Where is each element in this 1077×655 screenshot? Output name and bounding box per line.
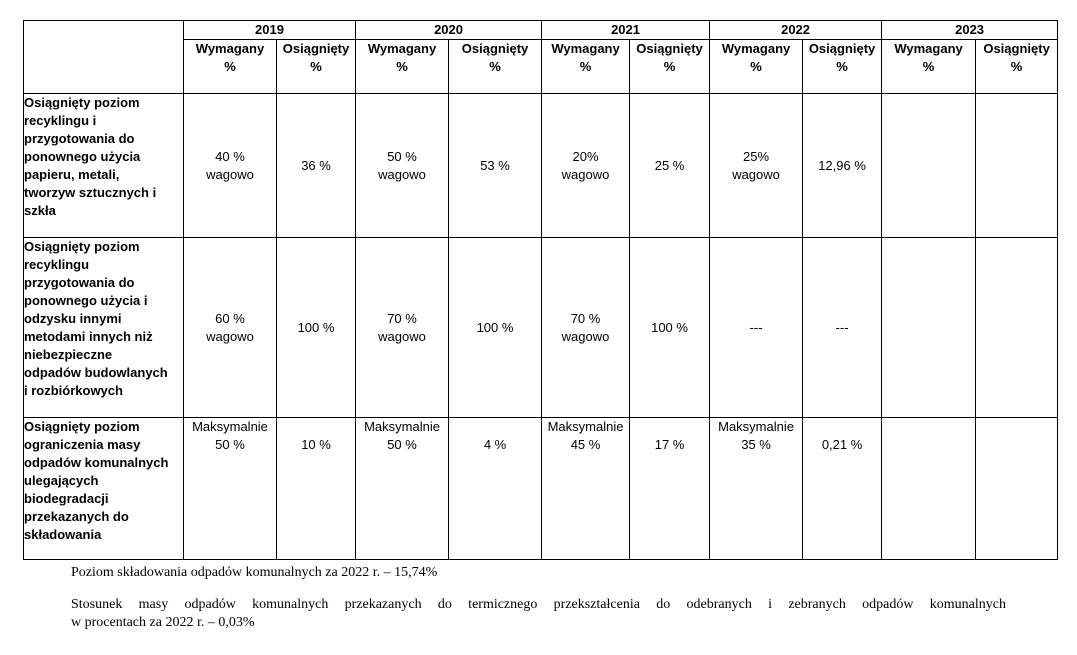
- row-label: [24, 238, 184, 418]
- row-label-line: ograniczenia masy: [24, 437, 141, 452]
- required-value: 20%: [572, 148, 599, 164]
- row-label-line: ulegających: [24, 473, 99, 488]
- required-header-unit: %: [922, 59, 935, 74]
- achieved-value: 4 %: [483, 437, 507, 452]
- achieved-cell: 100 %: [630, 238, 710, 418]
- required-cell: [542, 238, 630, 418]
- row-label-line: szkła: [24, 203, 56, 218]
- required-value: 50 %: [387, 148, 417, 164]
- required-value-unit: wagowo: [378, 166, 426, 182]
- required-value: 60 %: [215, 310, 245, 326]
- achieved-cell: 100 %: [277, 238, 356, 418]
- table-row: [24, 418, 1058, 560]
- row-label-line: przygotowania do: [24, 131, 135, 146]
- row-label-line: ponownego użycia i: [24, 293, 148, 308]
- required-header-unit: %: [750, 59, 762, 74]
- required-header-line: Wymagany: [367, 41, 437, 56]
- required-header-line: Wymagany: [195, 41, 265, 56]
- row-label-line: przekazanych do: [24, 509, 129, 524]
- row-label-line: składowania: [24, 527, 102, 542]
- required-value: 40 %: [215, 148, 245, 164]
- required-value-unit: 45 %: [570, 437, 601, 452]
- table-row: [24, 238, 1058, 418]
- corner-cell: [24, 21, 184, 94]
- achieved-header-line: Osiągnięty: [636, 41, 703, 56]
- required-value: 25%: [743, 148, 770, 164]
- achieved-cell: [277, 418, 356, 560]
- required-header: [882, 40, 976, 94]
- required-cell: [542, 94, 630, 238]
- required-cell: [882, 418, 976, 560]
- row-label-line: i rozbiórkowych: [24, 383, 123, 398]
- row-label-line: odpadów budowlanych: [24, 365, 168, 380]
- required-value-unit: 35 %: [741, 437, 771, 452]
- row-label-line: Osiągnięty poziom: [24, 239, 140, 254]
- row-label-line: ponownego użycia: [24, 149, 141, 164]
- required-cell: [356, 94, 449, 238]
- thermal-conversion-note-line2: w procentach za 2022 r. – 0,03%: [71, 615, 255, 630]
- required-value: 70 %: [387, 310, 417, 326]
- required-header: [542, 40, 630, 94]
- achieved-cell: [976, 418, 1058, 560]
- required-header-unit: %: [579, 59, 592, 74]
- achieved-header: [449, 40, 542, 94]
- required-value-unit: wagowo: [561, 328, 610, 344]
- row-label: [24, 418, 184, 560]
- required-header-line: Wymagany: [894, 41, 963, 56]
- landfill-level-note: Poziom składowania odpadów komunalnych za 2022 r. – 15,74%: [71, 565, 438, 580]
- achieved-cell: [976, 94, 1058, 238]
- row-label-line: Osiągnięty poziom: [24, 95, 140, 110]
- achieved-cell: 12,96 %: [803, 94, 882, 238]
- row-label-line: Osiągnięty poziom: [24, 419, 140, 434]
- achieved-cell: [976, 238, 1058, 418]
- achieved-header-unit: %: [663, 59, 676, 74]
- required-cell: [710, 418, 803, 560]
- year-header-row: [24, 21, 1058, 40]
- achieved-header-unit: %: [310, 59, 322, 74]
- required-header-line: Wymagany: [551, 41, 620, 56]
- required-value-unit: wagowo: [561, 166, 610, 182]
- achieved-cell: 53 %: [449, 94, 542, 238]
- row-label-line: recyklingu i: [24, 113, 97, 128]
- year-2020-header: 2020: [356, 21, 542, 40]
- required-cell: [882, 238, 976, 418]
- required-cell: ---: [710, 238, 803, 418]
- achieved-header: [976, 40, 1058, 94]
- required-header-unit: %: [224, 59, 236, 74]
- row-label-line: papieru, metali,: [24, 167, 120, 182]
- achieved-header-unit: %: [1010, 59, 1023, 74]
- required-value: Maksymalnie: [718, 419, 794, 434]
- achieved-cell: ---: [803, 238, 882, 418]
- achieved-header-line: Osiągnięty: [808, 41, 876, 56]
- required-cell: [882, 94, 976, 238]
- table-row: [24, 94, 1058, 238]
- thermal-conversion-note-line1: Stosunek masy odpadów komunalnych przekazanych do termicznego przekształcenia do odebranych i zebranych odpadów komunalnych: [71, 597, 1006, 612]
- required-header: [356, 40, 449, 94]
- achieved-header-line: Osiągnięty: [983, 41, 1050, 56]
- year-2022-header: 2022: [710, 21, 882, 40]
- achieved-value: 17 %: [654, 437, 685, 452]
- row-label-line: recyklingu: [24, 257, 90, 272]
- achieved-header: [630, 40, 710, 94]
- row-label-line: tworzyw sztucznych i: [24, 185, 157, 200]
- required-value: Maksymalnie: [364, 419, 440, 434]
- row-label-line: odpadów komunalnych: [24, 455, 169, 470]
- achieved-cell: 25 %: [630, 94, 710, 238]
- required-value-unit: 50 %: [215, 437, 245, 452]
- row-label-line: przygotowania do: [24, 275, 135, 290]
- achieved-cell: 100 %: [449, 238, 542, 418]
- achieved-header: [277, 40, 356, 94]
- achieved-header-line: Osiągnięty: [282, 41, 350, 56]
- required-cell: [710, 94, 803, 238]
- row-label-line: odzysku innymi: [24, 311, 122, 326]
- required-header: [710, 40, 803, 94]
- achieved-cell: [630, 418, 710, 560]
- required-cell: [184, 238, 277, 418]
- required-cell: [184, 418, 277, 560]
- row-label: [24, 94, 184, 238]
- row-label-line: metodami innych niż: [24, 329, 153, 344]
- row-label-line: biodegradacji: [24, 491, 109, 506]
- year-2021-header: 2021: [542, 21, 710, 40]
- required-value-unit: wagowo: [206, 166, 254, 182]
- required-value: 70 %: [570, 310, 601, 326]
- achieved-header: [803, 40, 882, 94]
- required-cell: [356, 238, 449, 418]
- achieved-cell: 36 %: [277, 94, 356, 238]
- required-value: Maksymalnie: [192, 419, 268, 434]
- achieved-cell: [449, 418, 542, 560]
- required-cell: [184, 94, 277, 238]
- achieved-header-unit: %: [489, 59, 501, 74]
- achieved-header-line: Osiągnięty: [461, 41, 529, 56]
- required-header: [184, 40, 277, 94]
- required-value-unit: wagowo: [732, 166, 780, 182]
- required-value: Maksymalnie: [547, 419, 624, 434]
- year-2019-header: 2019: [184, 21, 356, 40]
- required-value-unit: 50 %: [387, 437, 417, 452]
- required-cell: [542, 418, 630, 560]
- row-label-line: niebezpieczne: [24, 347, 113, 362]
- required-cell: [356, 418, 449, 560]
- required-value-unit: wagowo: [206, 328, 254, 344]
- required-header-line: Wymagany: [721, 41, 791, 56]
- required-value-unit: wagowo: [378, 328, 426, 344]
- achieved-header-unit: %: [836, 59, 848, 74]
- achieved-value: 10 %: [301, 437, 331, 452]
- required-header-unit: %: [396, 59, 408, 74]
- year-2023-header: 2023: [882, 21, 1058, 40]
- recycling-levels-table: [23, 20, 1058, 560]
- achieved-cell: [803, 418, 882, 560]
- achieved-value: 0,21 %: [821, 437, 863, 452]
- thermal-conversion-note: [71, 596, 1006, 632]
